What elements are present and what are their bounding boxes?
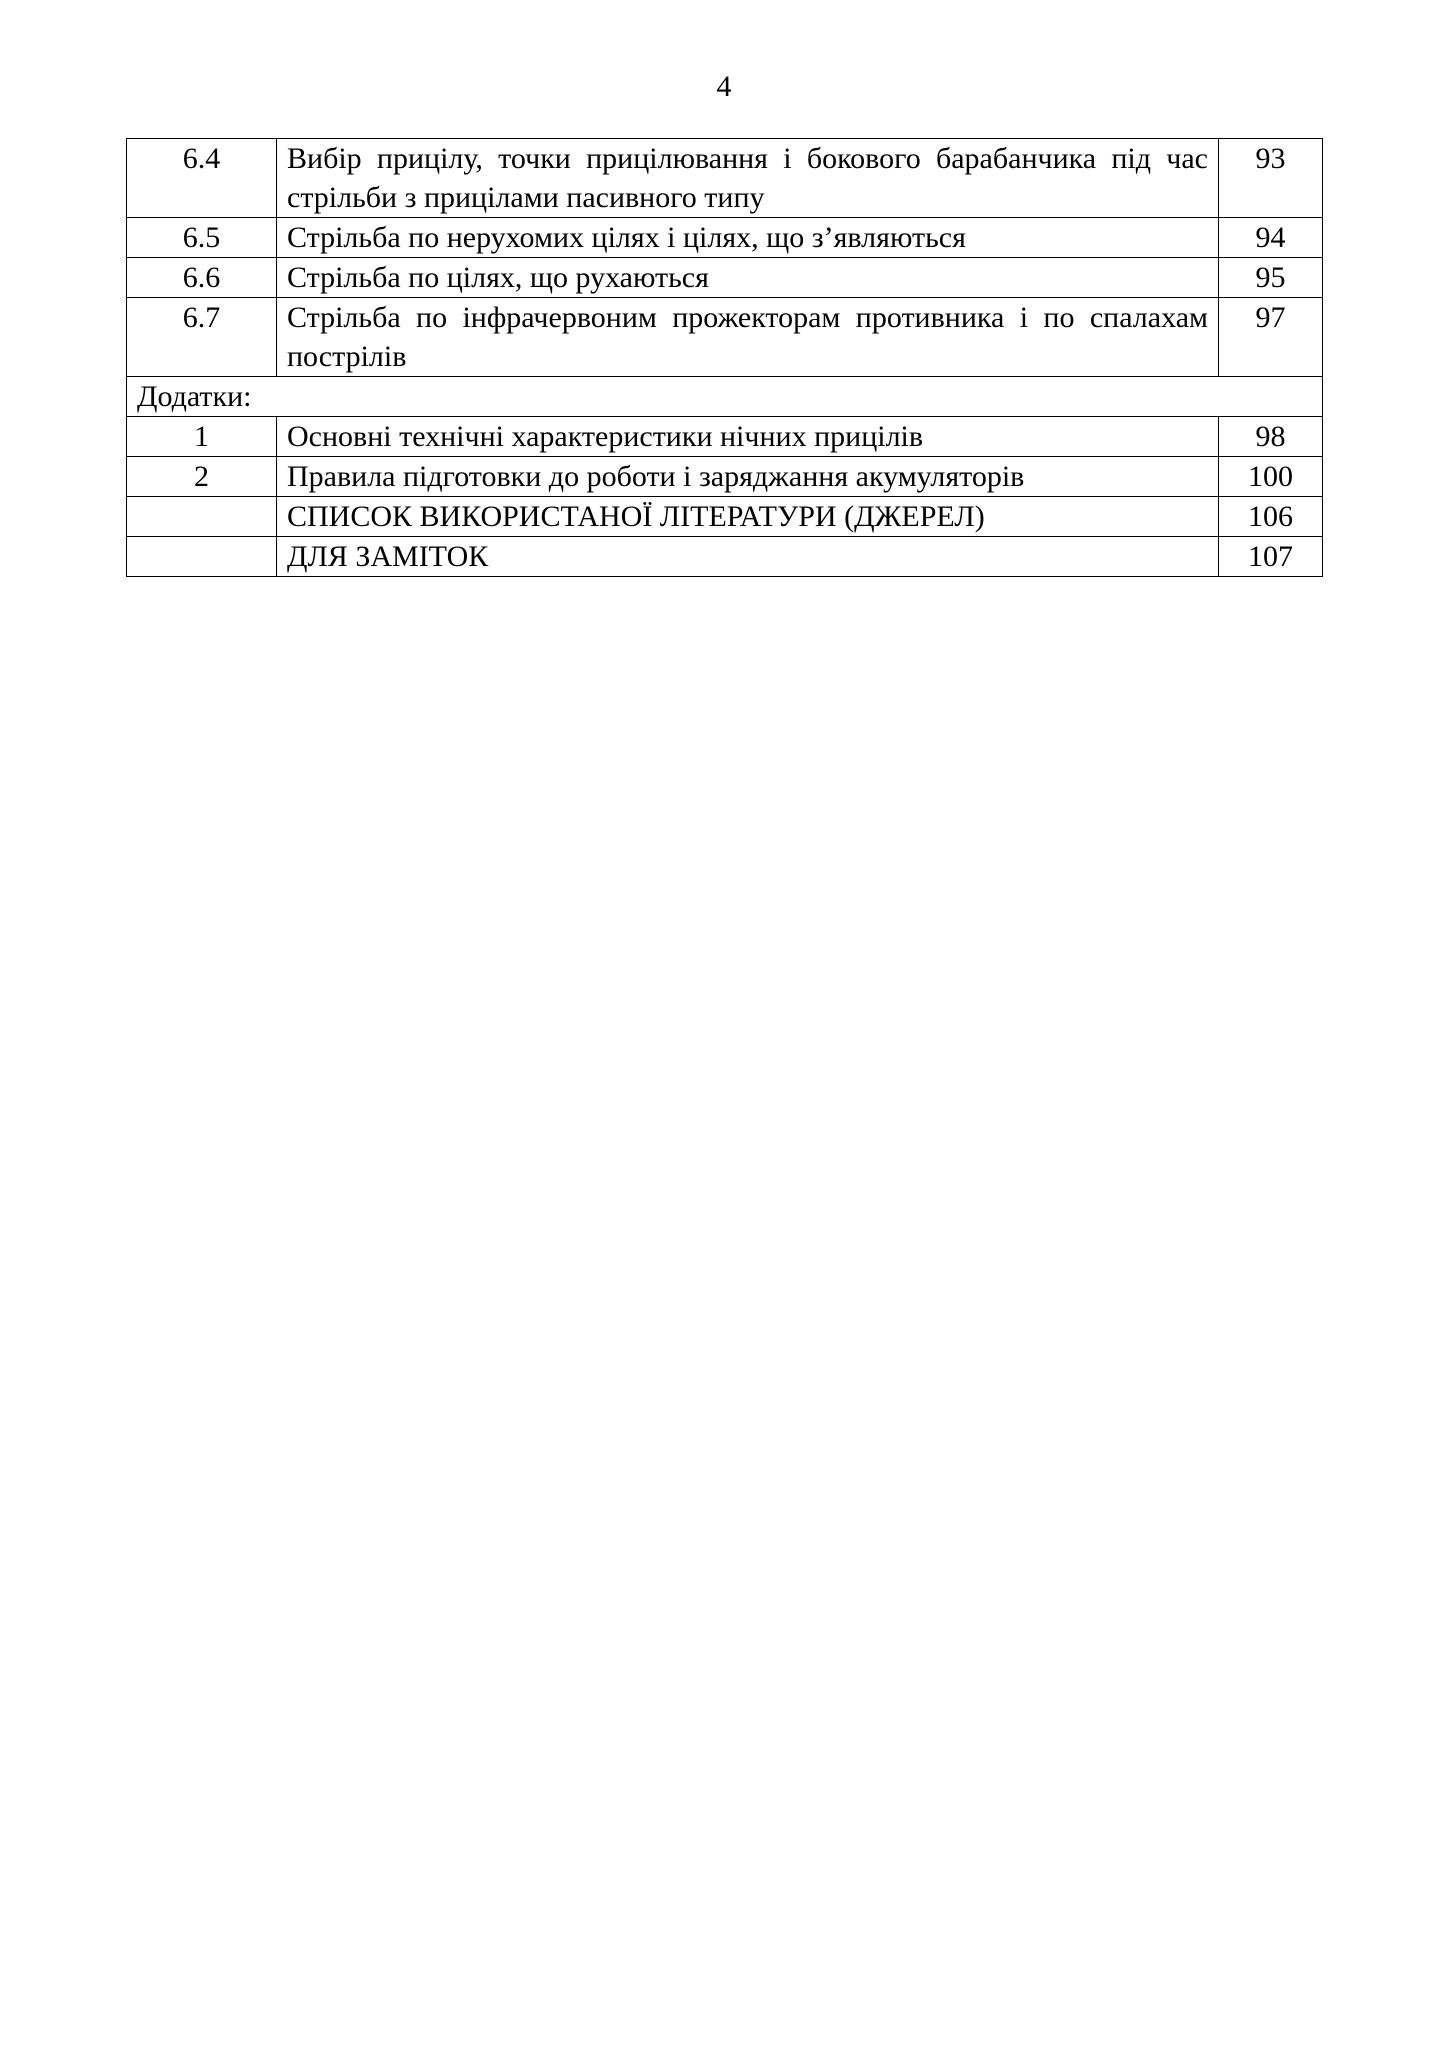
toc-row-page: 93 <box>1219 139 1323 218</box>
toc-row-number: 6.6 <box>127 258 277 298</box>
appendix-heading-row <box>127 377 1323 417</box>
toc-row-page: 94 <box>1219 218 1323 258</box>
toc-row-title: СПИСОК ВИКОРИСТАНОЇ ЛІТЕРАТУРИ (ДЖЕРЕЛ) <box>277 497 1219 537</box>
toc-row <box>127 298 1323 377</box>
toc-row-title: Правила підготовки до роботи і заряджання акумуляторів <box>277 457 1219 497</box>
toc-row-title: Вибір прицілу, точки прицілювання і бокового барабанчика під час стрільби з прицілами пасивного типу <box>277 139 1219 218</box>
toc-row-page: 107 <box>1219 537 1323 577</box>
table-of-contents <box>126 138 1323 577</box>
toc-row-page: 95 <box>1219 258 1323 298</box>
toc-row-number <box>127 537 277 577</box>
toc-row-page: 106 <box>1219 497 1323 537</box>
toc-row-title: Стрільба по цілях, що рухаються <box>277 258 1219 298</box>
toc-row-title: ДЛЯ ЗАМІТОК <box>277 537 1219 577</box>
toc-row <box>127 417 1323 457</box>
toc-row-number <box>127 497 277 537</box>
toc-row-title: Стрільба по інфрачервоним прожекторам противника і по спалахам пострілів <box>277 298 1219 377</box>
toc-row-page: 97 <box>1219 298 1323 377</box>
toc-row <box>127 218 1323 258</box>
toc-row-title: Основні технічні характеристики нічних прицілів <box>277 417 1219 457</box>
toc-row-number: 6.7 <box>127 298 277 377</box>
toc-row-page: 98 <box>1219 417 1323 457</box>
toc-row <box>127 457 1323 497</box>
toc-row <box>127 497 1323 537</box>
toc-row-title: Стрільба по нерухомих цілях і цілях, що з’являються <box>277 218 1219 258</box>
page-number: 4 <box>716 70 732 103</box>
toc-row <box>127 537 1323 577</box>
toc-row <box>127 139 1323 218</box>
toc-row-page: 100 <box>1219 457 1323 497</box>
appendix-heading: Додатки: <box>127 377 1323 417</box>
toc-row-number: 1 <box>127 417 277 457</box>
toc-row <box>127 258 1323 298</box>
toc-row-number: 6.4 <box>127 139 277 218</box>
toc-row-number: 6.5 <box>127 218 277 258</box>
toc-row-number: 2 <box>127 457 277 497</box>
